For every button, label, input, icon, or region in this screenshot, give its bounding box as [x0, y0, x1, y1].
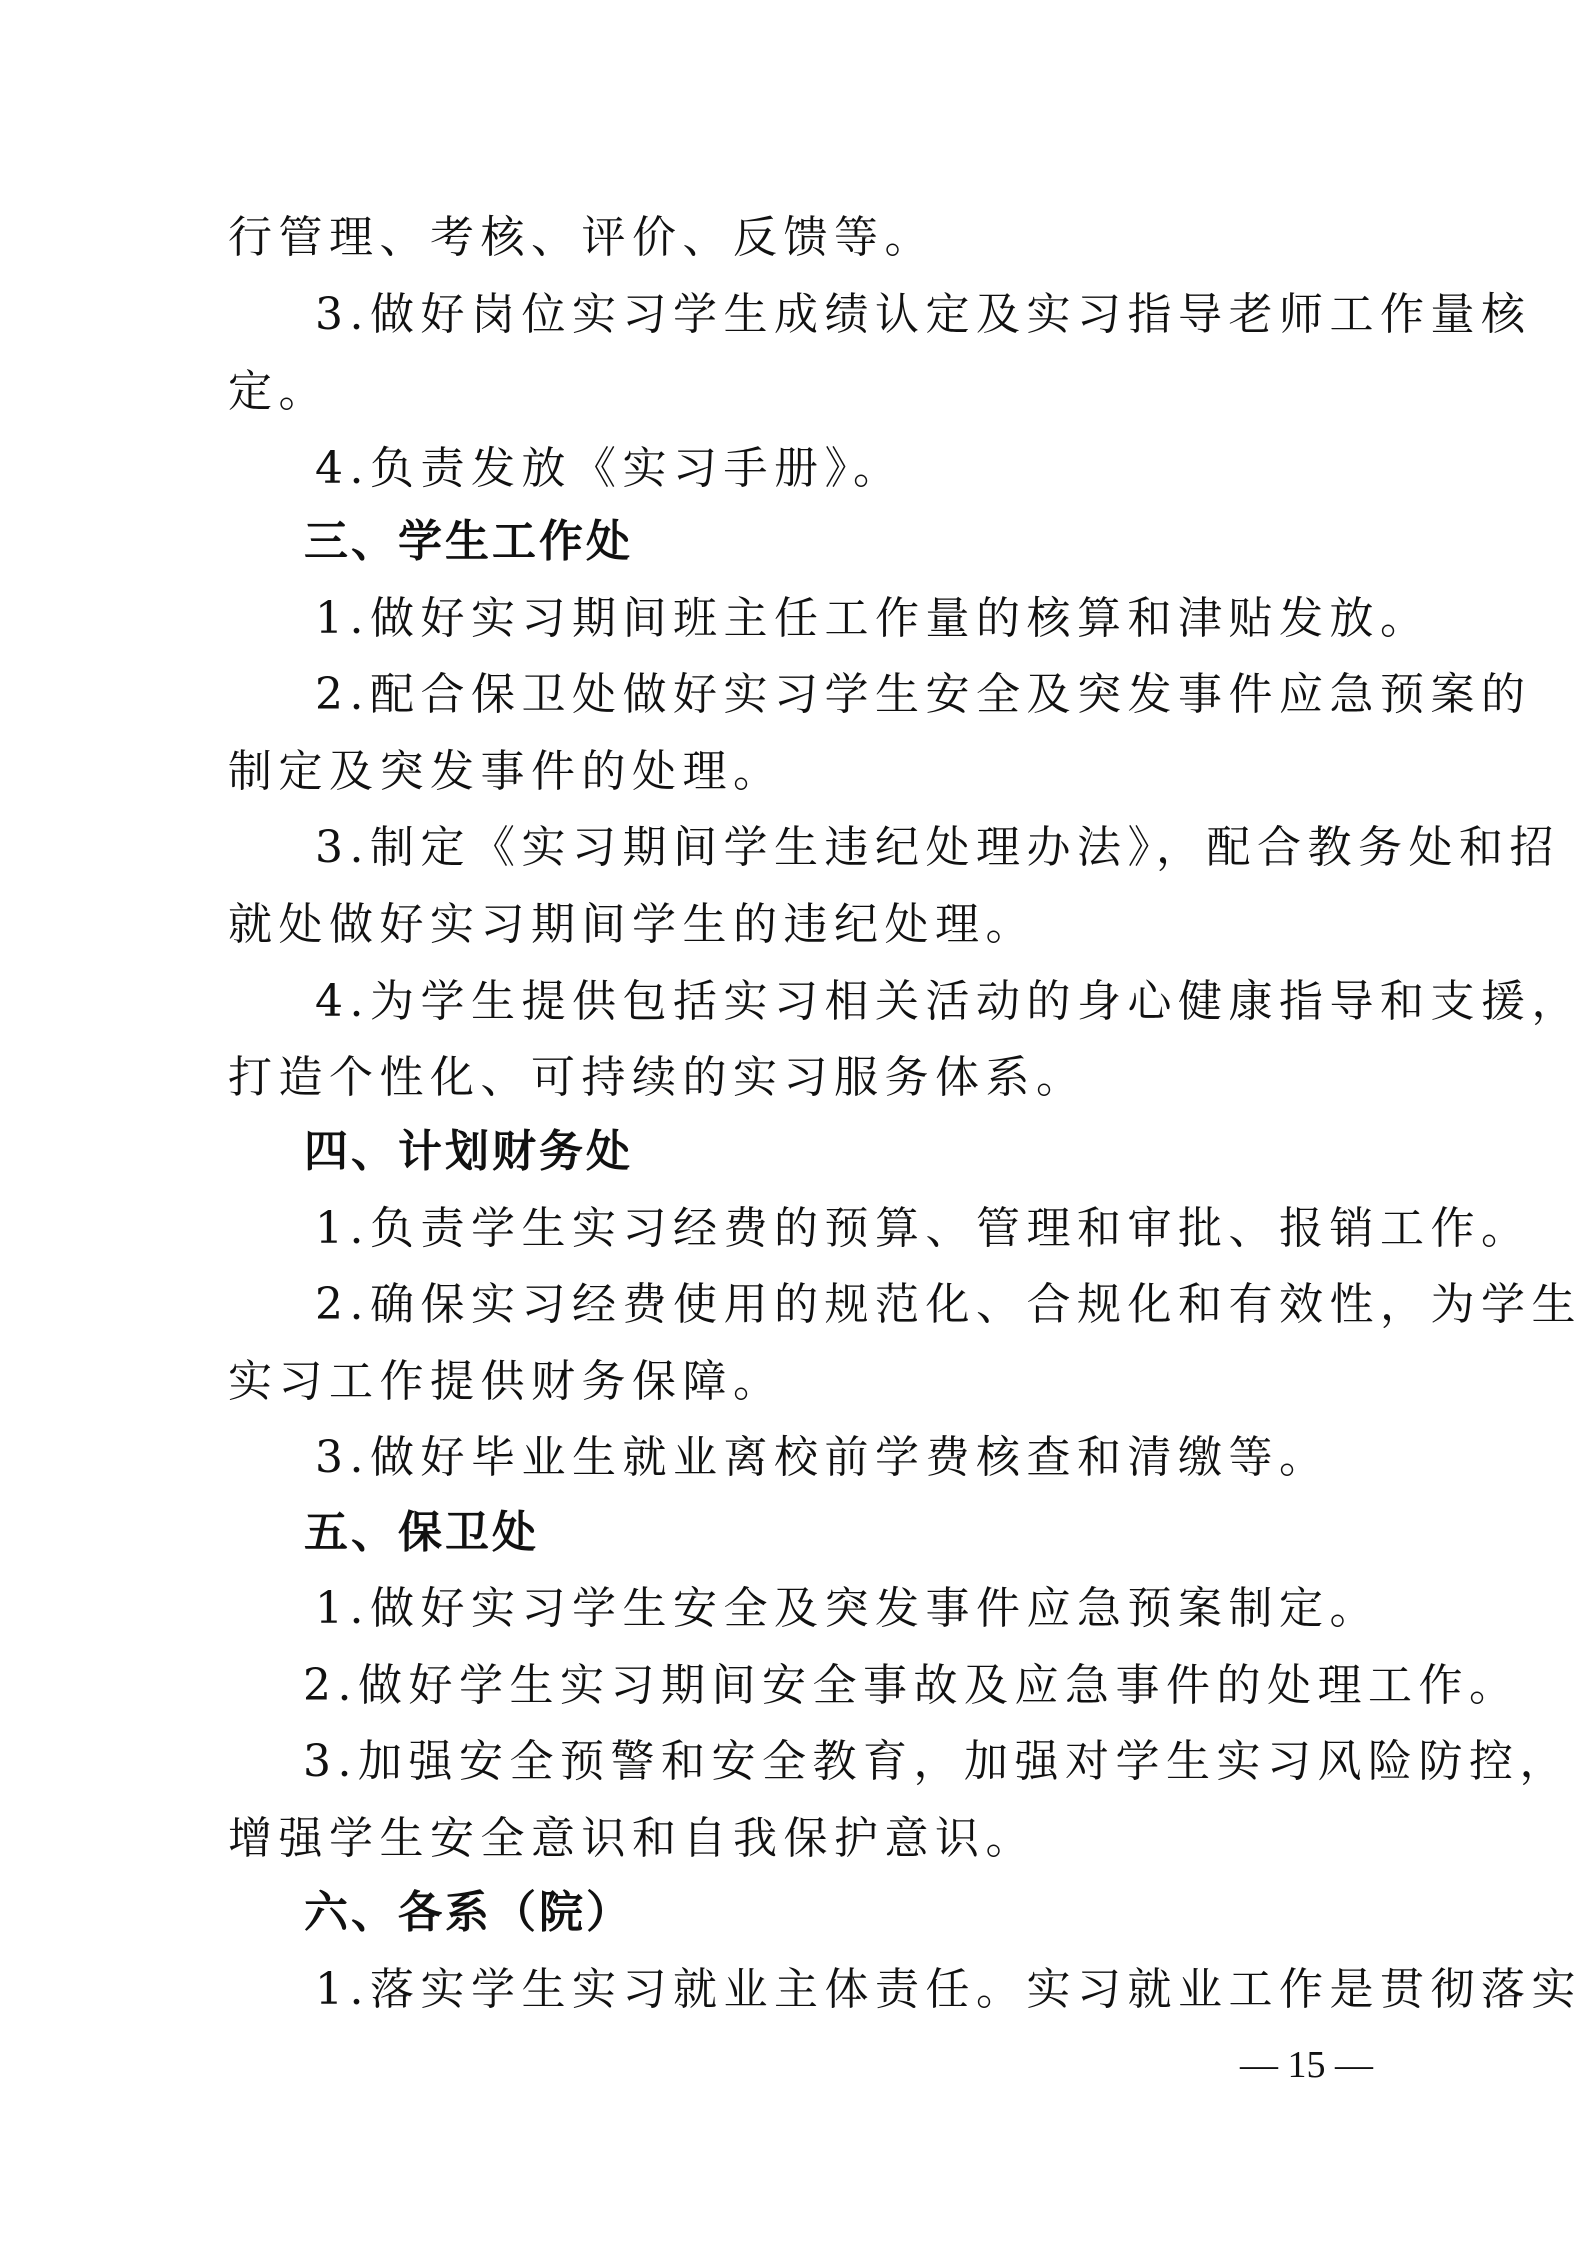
body-line: 2.做好学生实习期间安全事故及应急事件的处理工作。: [303, 1660, 1520, 1711]
body-line: 1.做好实习期间班主任工作量的核算和津贴发放。: [315, 593, 1431, 644]
body-line: 3.做好毕业生就业离校前学费核查和清缴等。: [315, 1432, 1330, 1483]
body-line: 制定及突发事件的处理。: [228, 746, 784, 797]
body-line: 1.做好实习学生安全及突发事件应急预案制定。: [315, 1583, 1380, 1634]
body-line: 3.制定《实习期间学生违纪处理办法》，配合教务处和招: [315, 822, 1560, 873]
page-number: — 15 —: [1240, 2044, 1373, 2086]
body-line: 打造个性化、可持续的实习服务体系。: [228, 1052, 1087, 1103]
body-line: 定。: [228, 366, 329, 417]
body-line: 2.配合保卫处做好实习学生安全及突发事件应急预案的: [315, 669, 1532, 720]
body-line: 3.做好岗位实习学生成绩认定及实习指导老师工作量核: [315, 289, 1532, 340]
body-line: 行管理、考核、评价、反馈等。: [228, 212, 935, 263]
body-line: 3.加强安全预警和安全教育，加强对学生实习风险防控，: [303, 1736, 1570, 1787]
body-line: 2.确保实习经费使用的规范化、合规化和有效性，为学生: [315, 1279, 1582, 1330]
section-heading: 五、保卫处: [304, 1507, 539, 1558]
body-line: 1.负责学生实习经费的预算、管理和审批、报销工作。: [315, 1203, 1532, 1254]
body-line: 4.负责发放《实习手册》。: [315, 443, 904, 494]
section-heading: 三、学生工作处: [304, 516, 633, 567]
body-line: 4.为学生提供包括实习相关活动的身心健康指导和支援，: [315, 976, 1582, 1027]
body-line: 实习工作提供财务保障。: [228, 1356, 784, 1407]
body-line: 1.落实学生实习就业主体责任。实习就业工作是贯彻落实: [315, 1964, 1582, 2015]
body-line: 增强学生安全意识和自我保护意识。: [228, 1813, 1036, 1864]
section-heading: 六、各系（院）: [304, 1887, 633, 1938]
body-line: 就处做好实习期间学生的违纪处理。: [228, 899, 1036, 950]
section-heading: 四、计划财务处: [304, 1126, 633, 1177]
